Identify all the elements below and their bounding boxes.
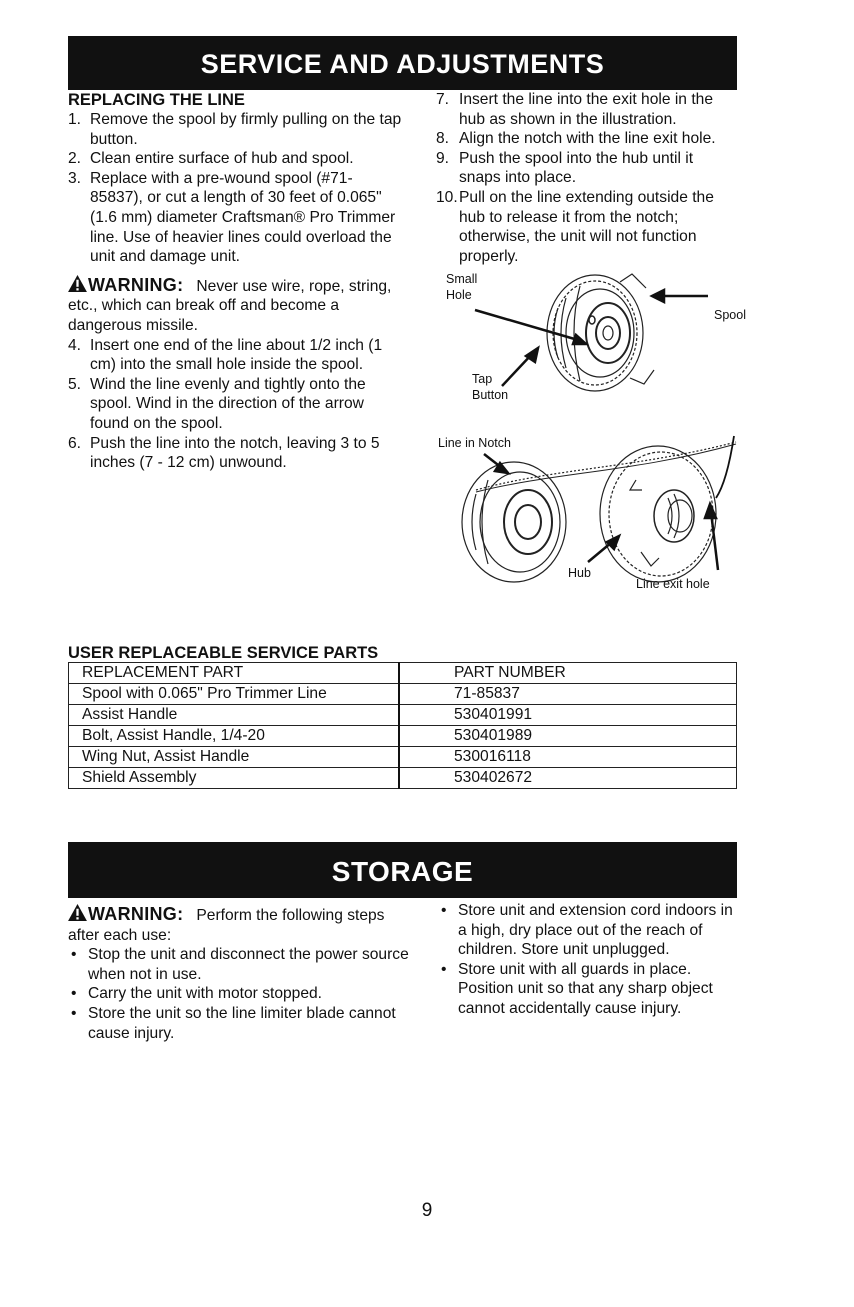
list-item: • Store unit and extension cord indoors in a high, dry place out of the reach of children. Store unit unplugged. <box>438 901 738 960</box>
step-text: Push the line into the notch, leaving 3 to 5 inches (7 - 12 cm) unwound. <box>90 434 380 472</box>
warning-label: WARNING: <box>88 274 184 295</box>
header-part: REPLACEMENT PART <box>69 663 400 684</box>
step-text: Remove the spool by firmly pulling on the tap button. <box>90 111 402 148</box>
step-7 <box>436 90 736 129</box>
replacing-line-right-column <box>436 90 736 266</box>
step-2 <box>68 149 403 169</box>
step-number: 9. <box>436 149 450 167</box>
table-row <box>69 726 737 747</box>
header-number: PART NUMBER <box>399 663 737 684</box>
part-number: 530401991 <box>399 705 737 726</box>
step-9 <box>436 149 736 188</box>
page-number: 9 <box>421 1200 433 1221</box>
step-number: 8. <box>436 130 450 148</box>
step-text: Wind the line evenly and tightly onto the spool. Wind in the direction of the arrow found on the spool. <box>90 375 366 432</box>
storage-warning <box>68 904 418 945</box>
part-name: Wing Nut, Assist Handle <box>69 747 400 768</box>
replacing-line-left-column <box>68 90 403 473</box>
table-row <box>69 684 737 705</box>
steps-list-2 <box>68 336 403 473</box>
list-item: • Store the unit so the line limiter blade cannot cause injury. <box>68 1004 418 1043</box>
step-text: Replace with a pre-wound spool (#71-85837), or cut a length of 30 feet of 0.065" (1.6 mm) diameter Craftsman® Pro Trimmer line. Use of heavier lines could overload the unit and damage unit. <box>90 169 396 266</box>
part-name: Bolt, Assist Handle, 1/4-20 <box>69 726 400 747</box>
spool-illustration <box>440 268 740 428</box>
storage-banner: STORAGE <box>68 842 737 898</box>
hub-figure <box>436 432 740 598</box>
step-text: Insert the line into the exit hole in the hub as shown in the illustration. <box>459 91 713 128</box>
step-number: 10. <box>436 188 458 206</box>
warning-triangle-icon <box>68 904 87 921</box>
step-number: 4. <box>68 336 82 354</box>
replacing-line-heading: REPLACING THE LINE <box>68 91 245 109</box>
warning-label: WARNING: <box>88 904 184 924</box>
storage-right-column <box>438 901 738 1019</box>
table-row <box>69 747 737 768</box>
line-exit-hole-label: Line exit hole <box>636 577 710 591</box>
steps-list-1 <box>68 110 403 267</box>
part-name: Shield Assembly <box>69 768 400 789</box>
part-name: Assist Handle <box>69 705 400 726</box>
table-row <box>69 768 737 789</box>
part-number: 530402672 <box>399 768 737 789</box>
list-item: • Carry the unit with motor stopped. <box>68 984 418 1004</box>
warning-text: Perform the following steps after each use: <box>68 907 385 944</box>
button-label: Button <box>472 388 509 402</box>
spool-figure <box>440 268 746 428</box>
service-banner: SERVICE AND ADJUSTMENTS <box>68 36 737 90</box>
step-text: Clean entire surface of hub and spool. <box>90 150 354 168</box>
table-header-row <box>69 663 737 684</box>
list-item: • Stop the unit and disconnect the power source when not in use. <box>68 945 418 984</box>
part-number: 530016118 <box>399 747 737 768</box>
parts-table <box>68 662 737 789</box>
step-number: 3. <box>68 169 82 187</box>
step-number: 5. <box>68 375 82 393</box>
step-number: 2. <box>68 150 82 168</box>
warning-text: Never use wire, rope, string, etc., which can break off and become a dangerous missile. <box>68 277 392 334</box>
part-number: 530401989 <box>399 726 737 747</box>
list-item: • Store unit with all guards in place. Position unit so that any sharp object cannot accidentally cause injury. <box>438 960 738 1019</box>
hub-label: Hub <box>568 566 591 580</box>
part-name: Spool with 0.065" Pro Trimmer Line <box>69 684 400 705</box>
step-3 <box>68 169 403 267</box>
steps-list-3 <box>436 90 736 266</box>
step-text: Push the spool into the hub until it snaps into place. <box>459 149 694 187</box>
line-in-notch-label: Line in Notch <box>438 436 511 450</box>
small-hole-label: Small <box>446 272 478 286</box>
step-4 <box>68 336 403 375</box>
step-6 <box>68 434 403 473</box>
step-number: 7. <box>436 91 450 108</box>
step-5 <box>68 375 403 434</box>
service-warning <box>68 275 403 336</box>
part-number: 71-85837 <box>399 684 737 705</box>
spool-label: Spool <box>714 308 746 322</box>
step-8 <box>436 129 736 149</box>
warning-triangle-icon <box>68 275 87 292</box>
step-text: Pull on the line extending outside the hub to release it from the notch; otherwise, the unit will not function properly. <box>459 188 714 265</box>
step-number: 6. <box>68 434 82 452</box>
step-text: Insert one end of the line about 1/2 inch (1 cm) into the small hole inside the spool. <box>90 336 383 374</box>
step-text: Align the notch with the line exit hole. <box>459 130 716 148</box>
table-row <box>69 705 737 726</box>
parts-title: USER REPLACEABLE SERVICE PARTS <box>68 644 379 662</box>
tap-label: Tap <box>472 372 493 386</box>
storage-bullets-right <box>438 901 738 1019</box>
small-hole-label-2: Hole <box>446 288 472 302</box>
step-10 <box>436 188 736 266</box>
storage-left-column <box>68 904 418 1043</box>
storage-bullets-left <box>68 945 418 1043</box>
step-1 <box>68 110 403 149</box>
step-number: 1. <box>68 111 82 128</box>
